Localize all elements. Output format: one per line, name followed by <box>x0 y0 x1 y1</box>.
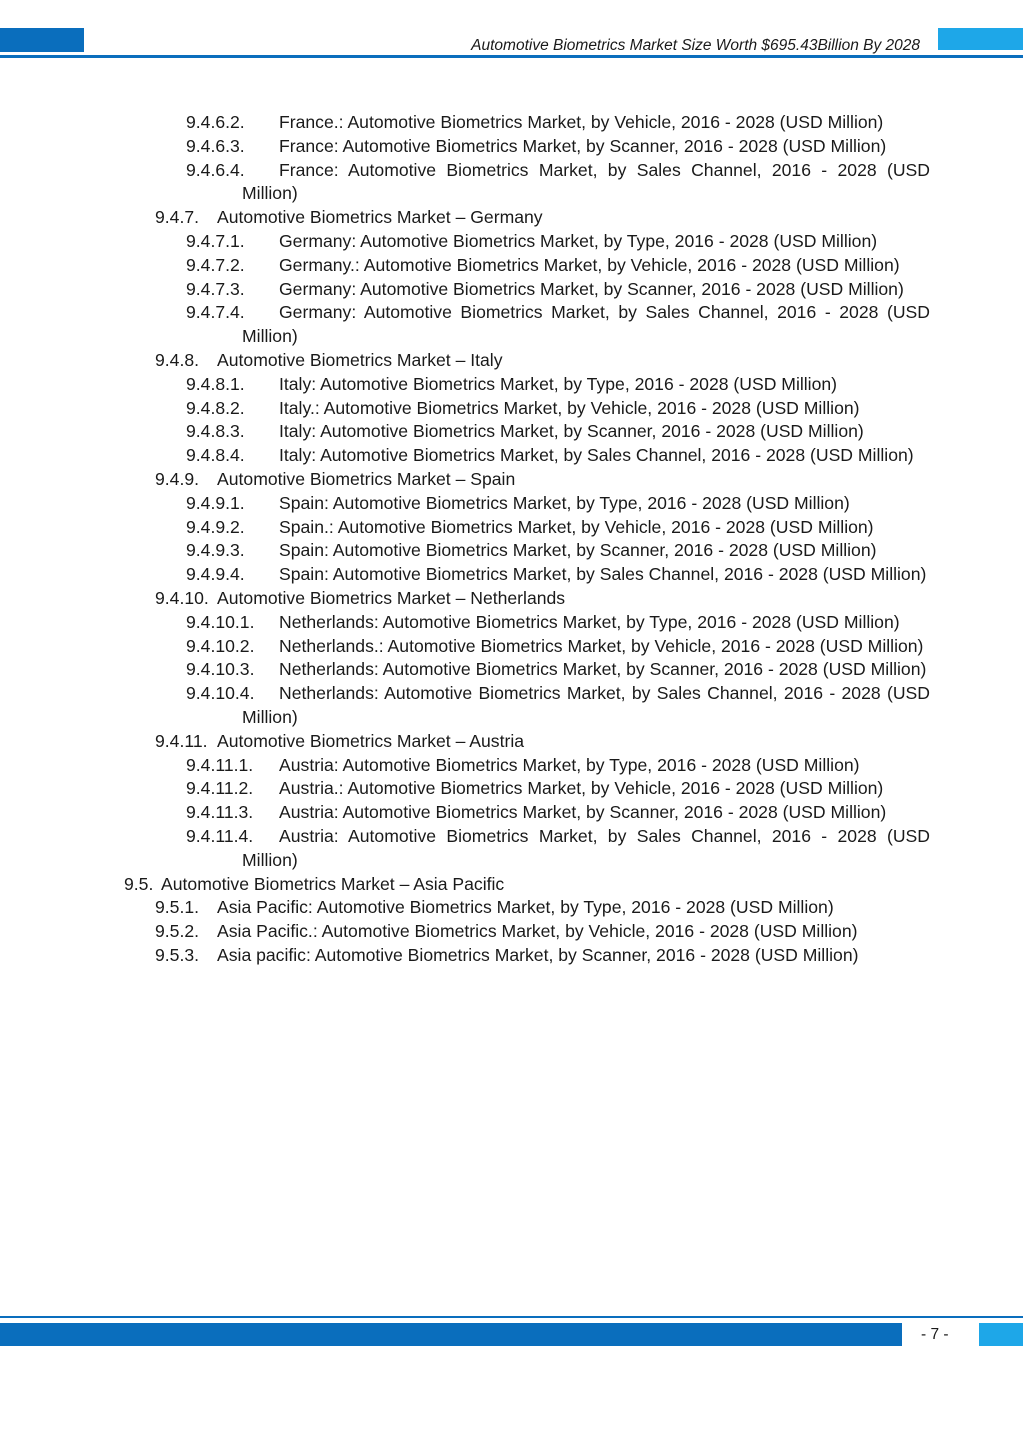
toc-entry-number: 9.4.11.4. <box>186 825 254 846</box>
toc-entry-number: 9.5.3. <box>155 944 200 965</box>
toc-entry-number: 9.4.7.1. <box>186 230 245 251</box>
toc-entry[interactable] <box>186 754 930 778</box>
toc-entry-title: Italy: Automotive Biometrics Market, by Type, 2016 - 2028 (USD Million) <box>279 373 838 394</box>
toc-entry-title: Austria: Automotive Biometrics Market, by Type, 2016 - 2028 (USD Million) <box>279 754 860 775</box>
toc-entry-number: 9.4.6.2. <box>186 112 245 132</box>
toc-entry[interactable] <box>186 539 930 563</box>
toc-entry[interactable] <box>186 516 930 540</box>
toc-entry-number: 9.4.8.3. <box>186 421 245 442</box>
toc-entry-number: 9.4.6.3. <box>186 135 245 156</box>
toc-entry-title: Asia pacific: Automotive Biometrics Market, by Scanner, 2016 - 2028 (USD Million) <box>217 944 859 965</box>
table-of-contents <box>0 111 1023 968</box>
footer-bar <box>0 1323 902 1346</box>
footer-rule <box>0 1316 1023 1318</box>
toc-entry-number: 9.4.11.2. <box>186 778 254 799</box>
toc-entry[interactable] <box>186 801 930 825</box>
header-accent-block-left <box>0 28 84 52</box>
page-number: - 7 - <box>921 1326 949 1343</box>
toc-entry-title: Spain: Automotive Biometrics Market, by Type, 2016 - 2028 (USD Million) <box>279 492 850 513</box>
toc-entry-title: Austria.: Automotive Biometrics Market, by Vehicle, 2016 - 2028 (USD Million) <box>279 778 884 799</box>
toc-entry-title: Germany: Automotive Biometrics Market, by Sales Channel, 2016 - 2028 (USD Million) <box>242 302 930 347</box>
toc-entry[interactable] <box>186 230 930 254</box>
toc-entry-title: Germany.: Automotive Biometrics Market, by Vehicle, 2016 - 2028 (USD Million) <box>279 254 900 275</box>
toc-entry-number: 9.4.9. <box>155 468 200 489</box>
toc-entry-title: France.: Automotive Biometrics Market, by Vehicle, 2016 - 2028 (USD Million) <box>279 112 884 132</box>
toc-entry-title: Austria: Automotive Biometrics Market, by Scanner, 2016 - 2028 (USD Million) <box>279 802 887 823</box>
toc-entry-title: Austria: Automotive Biometrics Market, by Sales Channel, 2016 - 2028 (USD Million) <box>242 825 930 870</box>
toc-entry-number: 9.4.10.4. <box>186 683 255 704</box>
toc-entry-title: Automotive Biometrics Market – Spain <box>217 468 516 489</box>
toc-entry-title: Netherlands: Automotive Biometrics Market, by Sales Channel, 2016 - 2028 (USD Million) <box>242 683 930 727</box>
toc-entry-title: Spain: Automotive Biometrics Market, by Sales Channel, 2016 - 2028 (USD Million) <box>279 564 927 585</box>
toc-entry-number: 9.5.2. <box>155 921 200 942</box>
toc-entry[interactable] <box>186 492 930 516</box>
footer-accent-block <box>979 1323 1023 1346</box>
toc-entry-number: 9.4.10.2. <box>186 635 255 656</box>
header-title: Automotive Biometrics Market Size Worth $695.43Billion By 2028 <box>471 37 920 54</box>
toc-entry-title: Germany: Automotive Biometrics Market, by Type, 2016 - 2028 (USD Million) <box>279 230 878 251</box>
toc-entry-number: 9.4.11. <box>155 730 208 751</box>
toc-entry-title: Asia Pacific.: Automotive Biometrics Market, by Vehicle, 2016 - 2028 (USD Million) <box>217 921 858 942</box>
toc-entry-title: Asia Pacific: Automotive Biometrics Market, by Type, 2016 - 2028 (USD Million) <box>217 897 834 918</box>
toc-entry-title: Netherlands: Automotive Biometrics Market, by Scanner, 2016 - 2028 (USD Million) <box>279 659 927 680</box>
toc-entry-title: Netherlands: Automotive Biometrics Market, by Type, 2016 - 2028 (USD Million) <box>279 611 900 632</box>
toc-entry[interactable] <box>155 587 930 611</box>
toc-entry[interactable] <box>186 159 930 207</box>
toc-entry-number: 9.5. <box>124 873 154 894</box>
toc-entry-title: Automotive Biometrics Market – Italy <box>217 349 503 370</box>
toc-entry-number: 9.5.1. <box>155 897 200 918</box>
toc-entry-title: Italy: Automotive Biometrics Market, by Sales Channel, 2016 - 2028 (USD Million) <box>279 445 914 466</box>
toc-entry[interactable] <box>155 896 930 920</box>
toc-entry[interactable] <box>155 206 930 230</box>
toc-entry[interactable] <box>186 825 930 873</box>
toc-entry-number: 9.4.7.2. <box>186 254 245 275</box>
toc-entry-title: Netherlands.: Automotive Biometrics Market, by Vehicle, 2016 - 2028 (USD Million) <box>279 635 924 656</box>
header-rule <box>0 55 1023 58</box>
toc-entry-number: 9.4.10.3. <box>186 659 255 680</box>
toc-entry[interactable] <box>186 111 930 135</box>
toc-entry[interactable] <box>186 373 930 397</box>
toc-entry-number: 9.4.7.4. <box>186 302 245 323</box>
toc-entry-number: 9.4.11.3. <box>186 802 254 823</box>
toc-entry[interactable] <box>186 563 930 587</box>
toc-entry[interactable] <box>155 920 930 944</box>
toc-entry[interactable] <box>186 777 930 801</box>
toc-entry-number: 9.4.9.1. <box>186 492 245 513</box>
toc-entry[interactable] <box>155 730 930 754</box>
toc-entry[interactable] <box>186 278 930 302</box>
toc-entry-title: Italy: Automotive Biometrics Market, by Scanner, 2016 - 2028 (USD Million) <box>279 421 864 442</box>
toc-entry-number: 9.4.9.2. <box>186 516 245 537</box>
toc-entry[interactable] <box>186 254 930 278</box>
toc-entry-number: 9.4.7.3. <box>186 278 245 299</box>
toc-entry-number: 9.4.8.1. <box>186 373 245 394</box>
toc-entry-title: Automotive Biometrics Market – Austria <box>217 730 525 751</box>
toc-entry-title: Automotive Biometrics Market – Germany <box>217 207 543 228</box>
toc-entry-title: Spain: Automotive Biometrics Market, by Scanner, 2016 - 2028 (USD Million) <box>279 540 877 561</box>
toc-entry[interactable] <box>186 635 930 659</box>
toc-entry-title: Automotive Biometrics Market – Asia Pacific <box>161 873 505 894</box>
toc-entry-title: Italy.: Automotive Biometrics Market, by Vehicle, 2016 - 2028 (USD Million) <box>279 397 860 418</box>
toc-entry-number: 9.4.8. <box>155 349 200 370</box>
toc-entry[interactable] <box>186 658 930 682</box>
toc-entry[interactable] <box>124 873 930 897</box>
toc-entry-number: 9.4.6.4. <box>186 159 245 180</box>
toc-entry-title: France: Automotive Biometrics Market, by Scanner, 2016 - 2028 (USD Million) <box>279 135 887 156</box>
toc-entry-number: 9.4.8.4. <box>186 445 245 466</box>
toc-entry[interactable] <box>186 420 930 444</box>
toc-entry-number: 9.4.10. <box>155 587 209 608</box>
toc-entry-number: 9.4.10.1. <box>186 611 255 632</box>
toc-entry-number: 9.4.11.1. <box>186 754 254 775</box>
toc-entry-number: 9.4.9.3. <box>186 540 245 561</box>
toc-entry[interactable] <box>186 444 930 468</box>
toc-entry-title: Spain.: Automotive Biometrics Market, by Vehicle, 2016 - 2028 (USD Million) <box>279 516 874 537</box>
toc-entry-number: 9.4.7. <box>155 207 200 228</box>
toc-entry[interactable] <box>186 611 930 635</box>
toc-entry[interactable] <box>186 301 930 349</box>
toc-entry[interactable] <box>155 349 930 373</box>
toc-entry[interactable] <box>155 944 930 968</box>
toc-entry-title: Automotive Biometrics Market – Netherlands <box>217 587 566 608</box>
header-accent-block-right <box>938 28 1023 50</box>
toc-entry[interactable] <box>155 468 930 492</box>
toc-entry[interactable] <box>186 682 930 730</box>
toc-entry-title: France: Automotive Biometrics Market, by Sales Channel, 2016 - 2028 (USD Million) <box>242 159 930 204</box>
toc-entry-number: 9.4.9.4. <box>186 564 245 585</box>
toc-entry[interactable] <box>186 397 930 421</box>
toc-entry-number: 9.4.8.2. <box>186 397 245 418</box>
toc-entry-title: Germany: Automotive Biometrics Market, by Scanner, 2016 - 2028 (USD Million) <box>279 278 904 299</box>
toc-entry[interactable] <box>186 135 930 159</box>
